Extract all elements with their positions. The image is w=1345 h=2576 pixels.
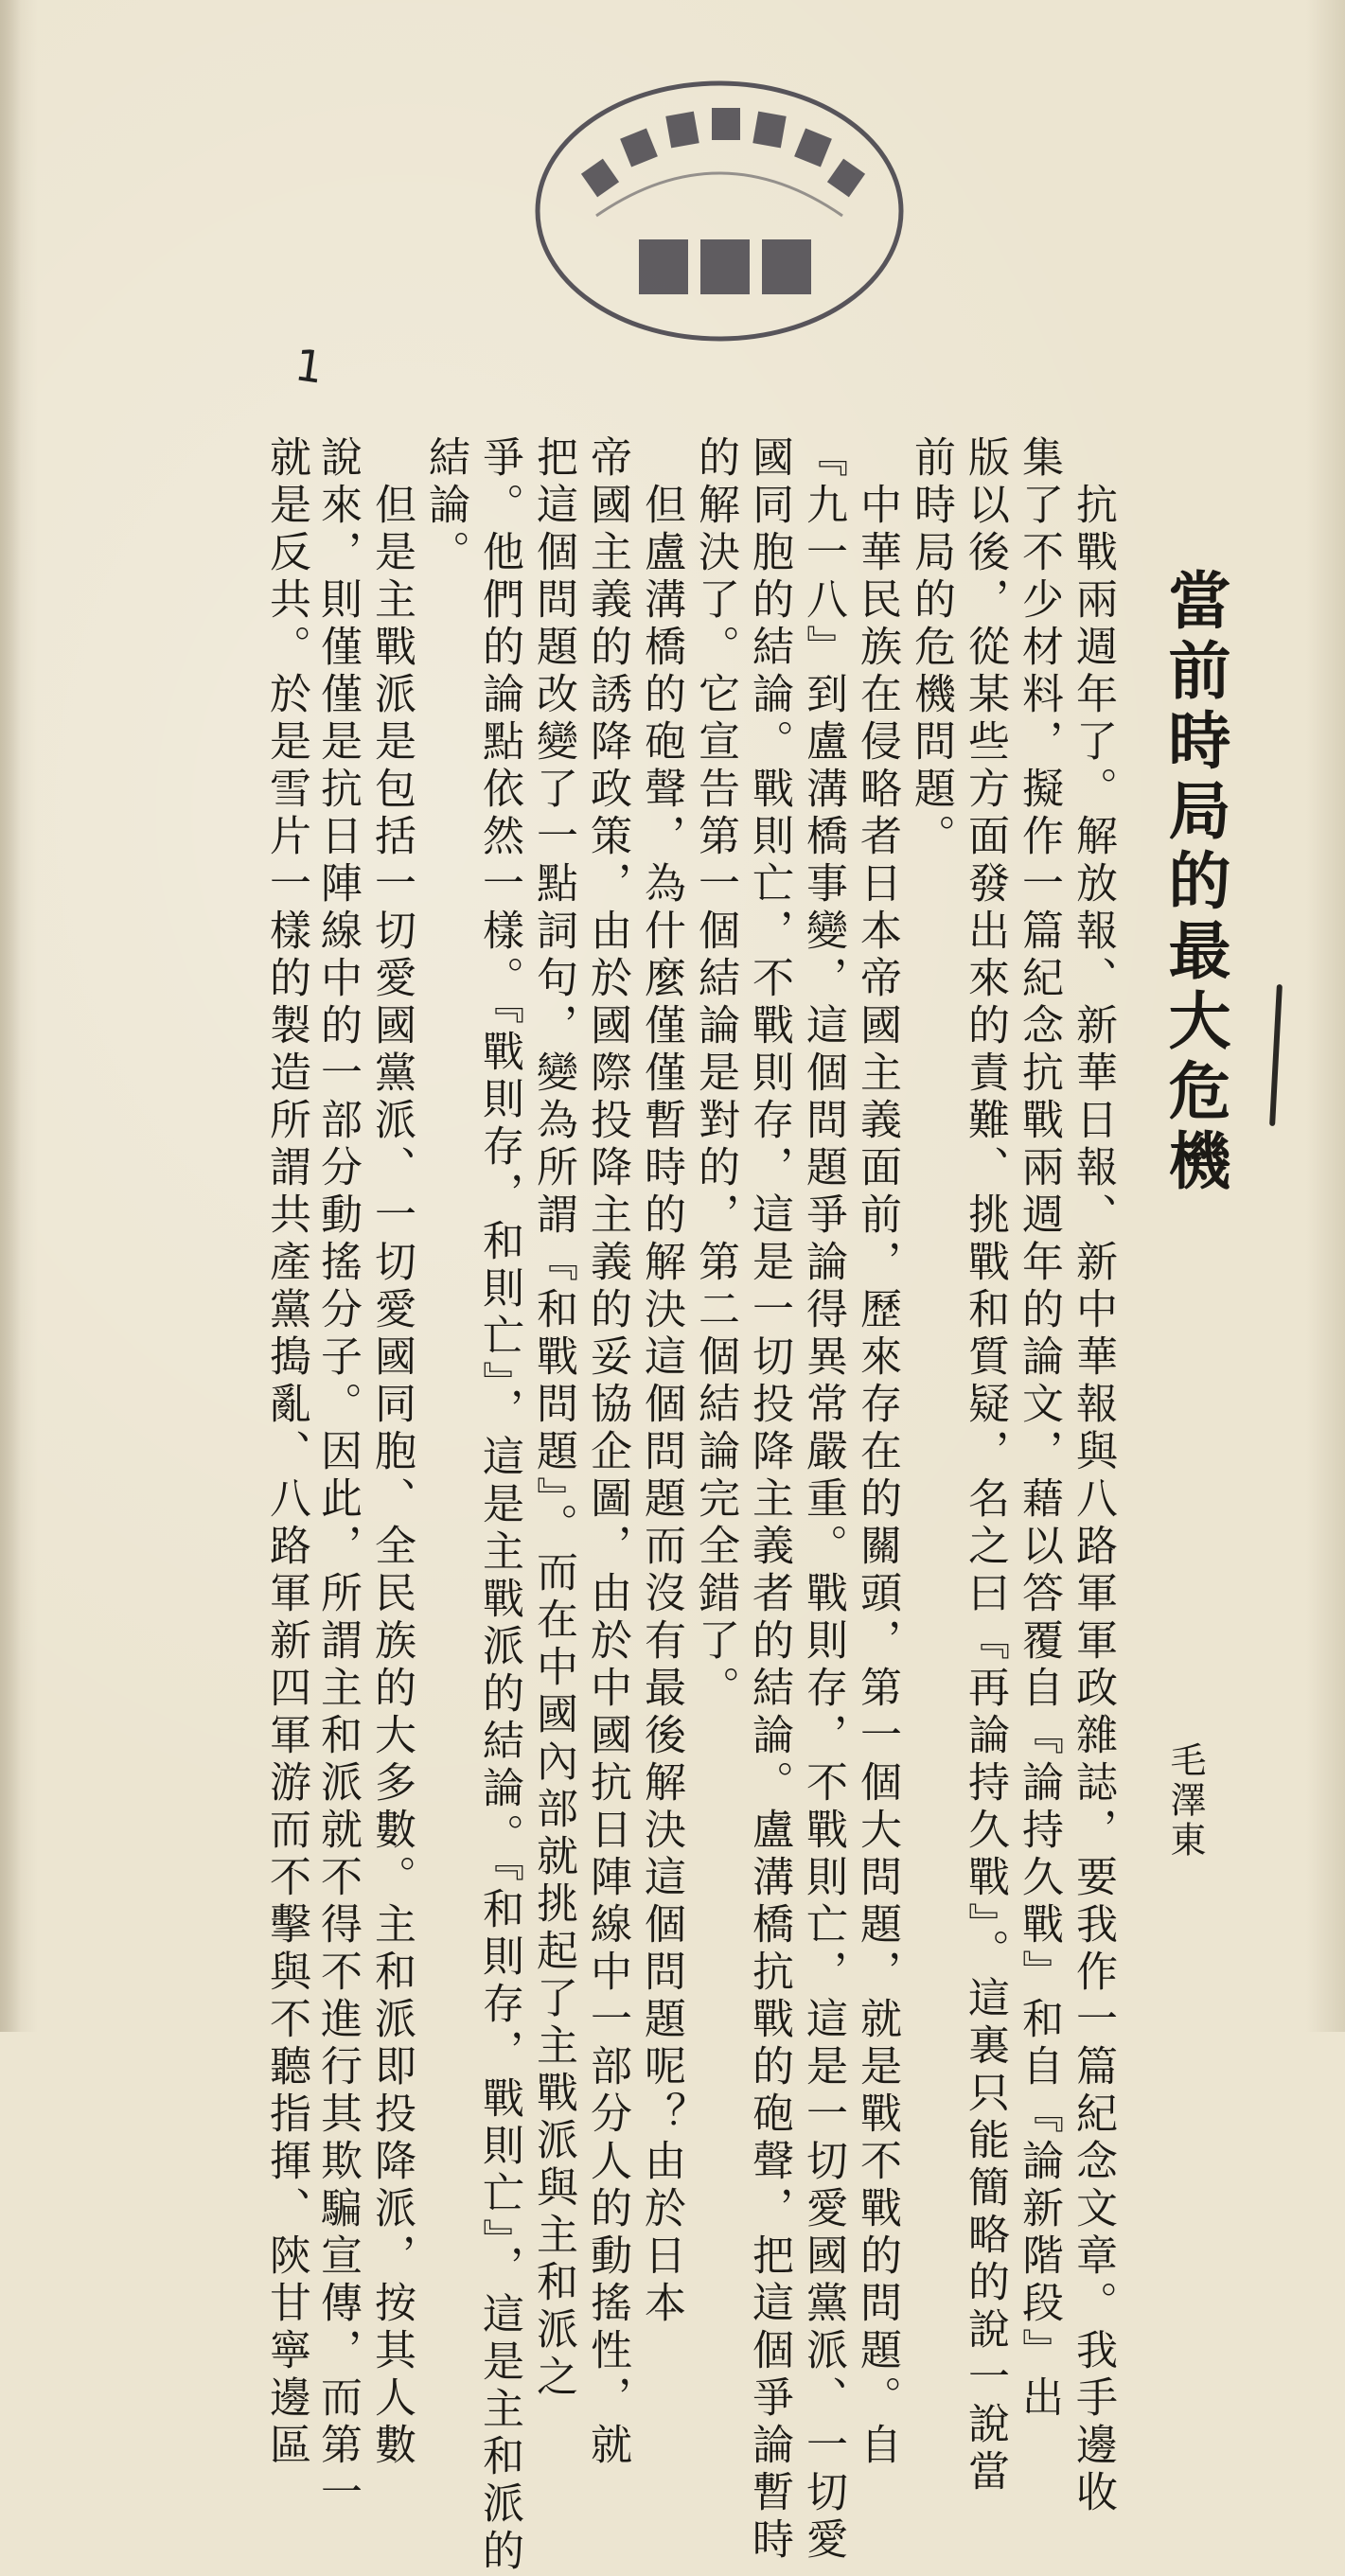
text-column: 抗戰兩週年了。解放報、新華日報、新中華報與八路軍軍政雜誌，要我作一篇紀念文章。我手邊收 xyxy=(1069,435,1117,2517)
text-column: 結論。 xyxy=(421,435,469,577)
library-seal-stamp xyxy=(530,74,909,348)
text-column: 『九一八』到盧溝橋事變，這個問題爭論得異常嚴重。戰則存，不戰則亡，這是一切愛國黨派、一切愛 xyxy=(799,435,847,2565)
paper-fold-shadow xyxy=(0,0,21,2032)
text-column: 就是反共。於是雪片一樣的製造所謂共產黨搗亂、八路軍新四軍游而不擊與不聽指揮、陝甘寧邊區 xyxy=(262,435,310,2470)
text-column: 國同胞的結論。戰則亡，不戰則存，這是一切投降主義者的結論。盧溝橋抗戰的砲聲，把這個爭論暫時 xyxy=(745,435,793,2565)
text-column: 爭。他們的論點依然一樣。『戰則存，和則亡』，這是主戰派的結論。『和則存，戰則亡』，這是主和派的 xyxy=(475,435,523,2576)
ink-stroke-mark xyxy=(1269,984,1283,1126)
text-column: 中華民族在侵略者日本帝國主義面前，歷來存在的關頭，第一個大問題，就是戰不戰的問題。自 xyxy=(853,435,901,2470)
text-column: 但盧溝橋的砲聲，為什麼僅僅暫時的解決這個問題而沒有最後解決這個問題呢？由於日本 xyxy=(637,435,685,2328)
text-column: 前時局的危機問題。 xyxy=(907,435,955,861)
article-title: 當前時局的最大危機 xyxy=(1158,568,1231,1198)
text-column: 把這個問題改變了一點詞句，變為所謂『和戰問題』。而在中國內部就挑起了主戰派與主和派之 xyxy=(529,435,577,2402)
article-author: 毛澤東 xyxy=(1164,1741,1206,1861)
page-number: 1 xyxy=(292,339,327,394)
text-column: 集了不少材料，擬作一篇紀念抗戰兩週年的論文，藉以答覆自『論持久戰』和自『論新階段』出 xyxy=(1015,435,1063,2423)
article-body xyxy=(262,435,1117,2576)
text-column: 帝國主義的誘降政策，由於國際投降主義的妥協企圖，由於中國抗日陣線中一部分人的動搖性，就 xyxy=(583,435,631,2470)
text-column: 版以後，從某些方面發出來的責難、挑戰和質疑，名之曰『再論持久戰』。這裏只能簡略的說一說當 xyxy=(961,435,1009,2497)
text-column: 但是主戰派是包括一切愛國黨派、一切愛國同胞、全民族的大多數。主和派即投降派，按其人數 xyxy=(367,435,416,2470)
text-column: 的解決了。它宣告第一個結論是對的，第二個結論完全錯了。 xyxy=(691,435,739,1713)
text-column: 說來，則僅僅是抗日陣線中的一部分動搖分子。因此，所謂主和派就不得不進行其欺騙宣傳，而第一 xyxy=(313,435,362,2517)
